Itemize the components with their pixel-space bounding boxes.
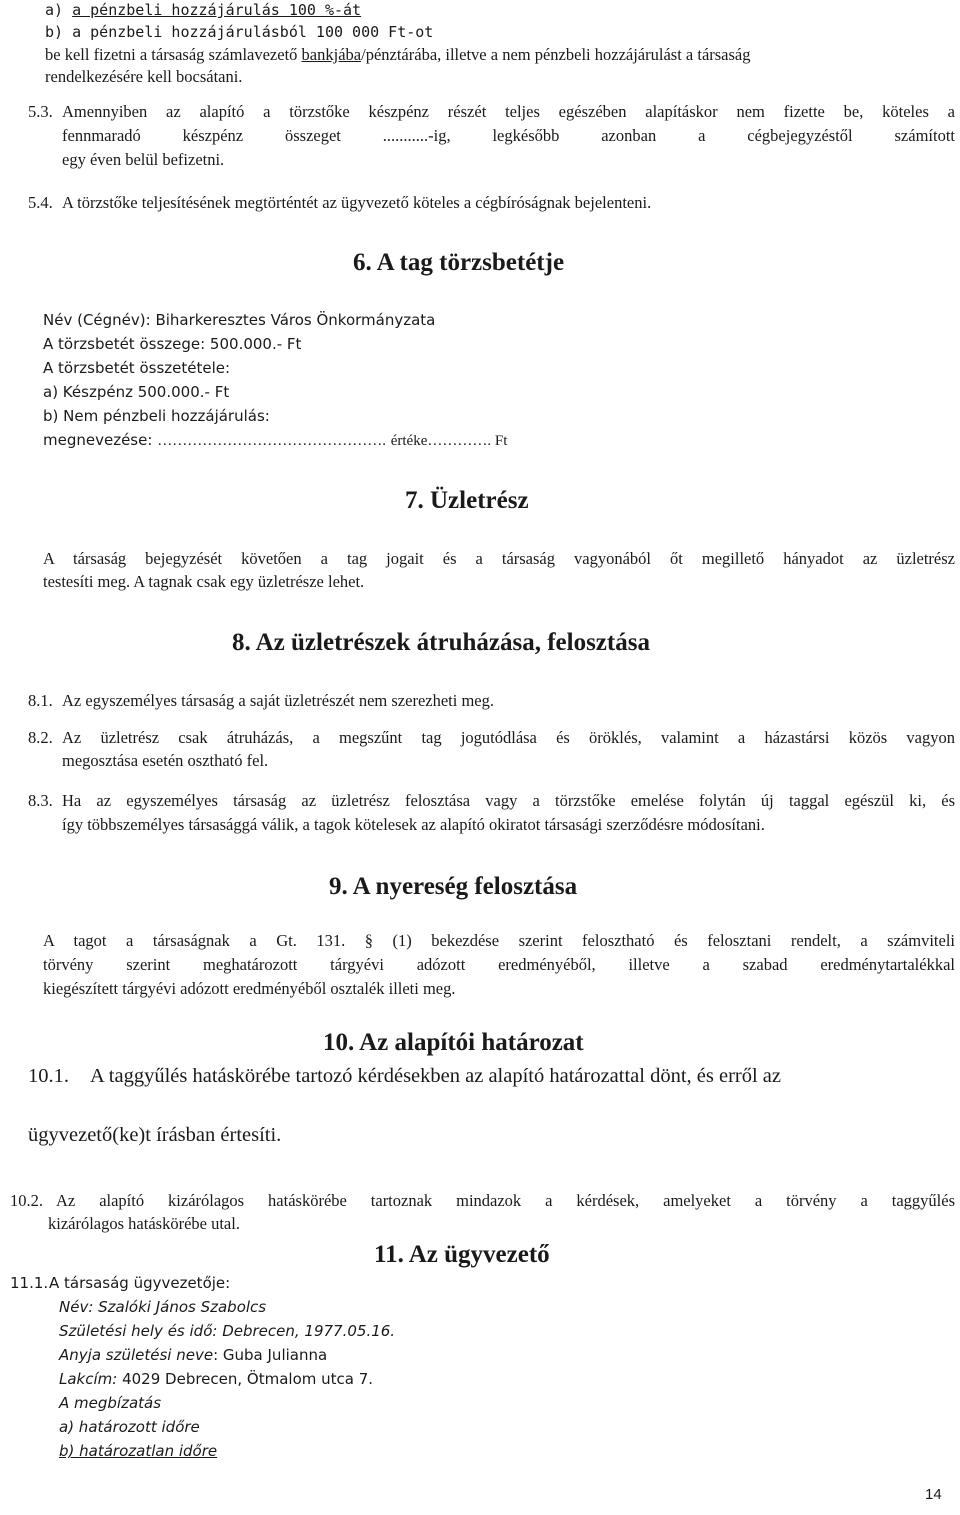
manager-birth: Születési hely és idő: Debrecen, 1977.05.16.	[59, 1322, 396, 1340]
mandate-option-a: a) határozott időre	[59, 1418, 200, 1436]
s7-line2: testesíti meg. A tagnak csak egy üzletrésze lehet.	[43, 572, 365, 591]
section-10-heading: 10. Az alapítói határozat	[323, 1029, 584, 1056]
intro-line-c	[45, 44, 751, 66]
s10-1-line2: ügyvezető(ke)t írásban értesíti.	[28, 1124, 282, 1146]
section-9-heading: 9. A nyereség felosztása	[329, 873, 578, 900]
s11-1-number: 11.1.	[10, 1274, 49, 1292]
mandate-label: A megbízatás	[59, 1394, 162, 1412]
s8-3-number: 8.3.	[28, 791, 53, 810]
mother-label: Anyja születési neve	[59, 1346, 214, 1364]
s8-2-number: 8.2.	[28, 728, 53, 747]
s8-1-text: Az egyszemélyes társaság a saját üzletrészét nem szerezheti meg.	[62, 691, 494, 710]
s8-2-line1: Az üzletrész csak átruházás, a megszűnt tag jogutódlása és öröklés, valamint a házastársi közös vagyon	[62, 728, 955, 747]
s8-3-line2: így többszemélyes társasággá válik, a tagok kötelesek az alapító okiratot társasági szerződésre módosítani.	[62, 815, 765, 834]
s5-4-number: 5.4.	[28, 193, 53, 212]
s10-2-line1: Az alapító kizárólagos hatáskörébe tartoznak mindazok a kérdések, amelyeket a törvény a taggyűlés	[56, 1191, 955, 1210]
page-number: 14	[925, 1486, 942, 1503]
contribution-composition: A törzsbetét összetétele:	[43, 359, 231, 377]
s5-3-line1: Amennyiben az alapító a törzstőke készpénz részét teljes egészében alapításkor nem fizette be, köteles a	[62, 102, 955, 121]
cash-contribution: a) Készpénz 500.000.- Ft	[43, 383, 230, 401]
s9-line1: A tagot a társaságnak a Gt. 131. § (1) bekezdése szerint felosztható és felosztani rendelt, a számviteli	[43, 931, 955, 950]
s5-3-number: 5.3.	[28, 102, 53, 121]
s10-2-number: 10.2.	[10, 1191, 43, 1210]
address-value: 4029 Debrecen, Ötmalom utca 7.	[117, 1370, 374, 1388]
s7-line1: A társaság bejegyzését követően a tag jogait és a társaság vagyonából őt megillető hányadot az üzletrész	[43, 549, 955, 568]
manager-address	[59, 1368, 373, 1390]
mother-value: : Guba Julianna	[213, 1346, 328, 1364]
address-label: Lakcím:	[59, 1370, 118, 1388]
intro-line-b: b) a pénzbeli hozzájárulásból 100 000 Ft-ot	[45, 23, 434, 41]
s10-1-number: 10.1.	[28, 1065, 69, 1087]
contribution-amount: A törzsbetét összege: 500.000.- Ft	[43, 335, 302, 353]
manager-name: Név: Szalóki János Szabolcs	[59, 1298, 267, 1316]
designation-line	[43, 429, 507, 452]
s8-1-number: 8.1.	[28, 691, 53, 710]
s8-2-line2: megosztása esetén osztható fel.	[62, 751, 269, 770]
s5-3-line2: fennmaradó készpénz összeget ...........-ig, legkésőbb azonban a cégbejegyzéstől számított	[62, 126, 955, 145]
s5-4-text: A törzstőke teljesítésének megtörténtét az ügyvezető köteles a cégbíróságnak bejelenteni.	[62, 193, 652, 212]
section-11-heading: 11. Az ügyvezető	[374, 1241, 550, 1268]
s9-line3: kiegészített tárgyévi adózott eredményéből osztalék illeti meg.	[43, 979, 456, 998]
s5-3-line3: egy éven belül befizetni.	[62, 150, 225, 169]
mandate-option-b: b) határozatlan időre	[59, 1442, 218, 1460]
value-dots: …………. Ft	[427, 433, 508, 449]
bank-link[interactable]: bankjába	[301, 45, 362, 64]
intro-line-d: rendelkezésére kell bocsátani.	[45, 67, 243, 86]
value-label: értéke	[390, 433, 428, 449]
designation-dots: ……………………………………….	[157, 433, 386, 449]
s8-3-line1: Ha az egyszemélyes társaság az üzletrész felosztása vagy a törzstőke emelése folytán új taggal egészül ki, és	[62, 791, 955, 810]
intro-line-a-text: a pénzbeli hozzájárulás 100 %-át	[72, 1, 362, 19]
designation-label: megnevezése:	[43, 431, 153, 449]
s10-1-line1: A taggyűlés hatáskörébe tartozó kérdésekben az alapító határozattal dönt, és erről az	[90, 1065, 782, 1087]
s9-line2: törvény szerint meghatározott tárgyévi adózott eredményéből, illetve a szabad eredménytartalékkal	[43, 955, 955, 974]
intro-line-c-post: /pénztárába, illetve a nem pénzbeli hozzájárulást a társaság	[361, 45, 751, 64]
intro-line-c-pre: be kell fizetni a társaság számlavezető	[45, 45, 302, 64]
s11-1-label: A társaság ügyvezetője:	[49, 1274, 231, 1292]
noncash-contribution: b) Nem pénzbeli hozzájárulás:	[43, 407, 270, 425]
manager-mother	[59, 1344, 327, 1366]
section-6-heading: 6. A tag törzsbetétje	[353, 249, 565, 276]
intro-line-a-prefix: a)	[45, 1, 73, 19]
s10-2-line2: kizárólagos hatáskörébe utal.	[48, 1214, 240, 1233]
member-name: Név (Cégnév): Biharkeresztes Város Önkormányzata	[43, 311, 436, 329]
section-8-heading: 8. Az üzletrészek átruházása, felosztása	[232, 629, 650, 656]
intro-line-a	[45, 0, 361, 21]
section-7-heading: 7. Üzletrész	[405, 487, 529, 514]
